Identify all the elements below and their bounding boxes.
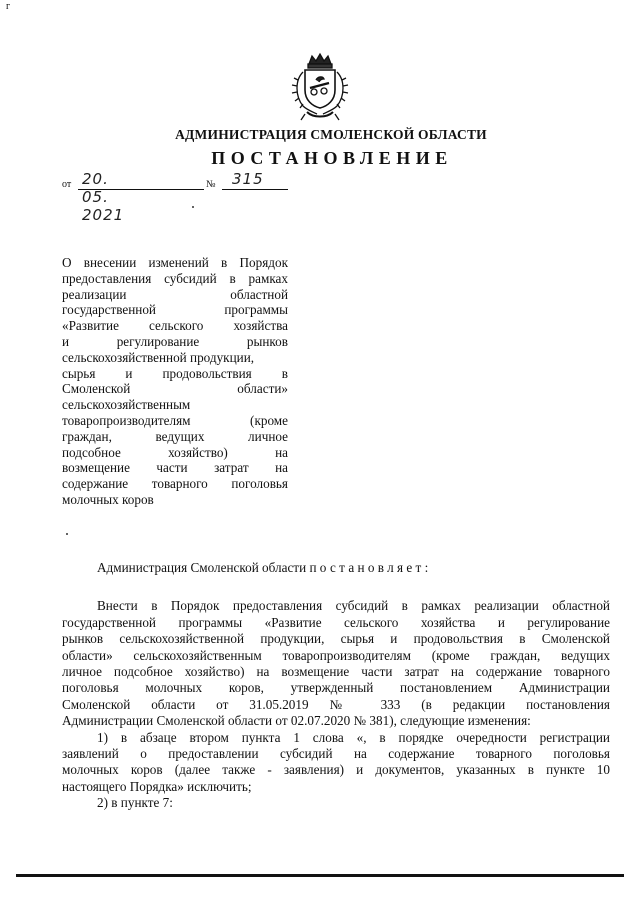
subject-line: подсобное хозяйство) на xyxy=(62,444,288,460)
subject-line: государственной программы xyxy=(62,302,288,318)
corner-mark: г xyxy=(6,1,11,12)
number-underline xyxy=(222,189,288,190)
body-line: личное подсобное хозяйство) на возмещение части затрат на содержание товарного xyxy=(62,663,610,679)
body-line: рынков сельскохозяйственной продукции, сырья и продовольствия в Смоленской xyxy=(62,631,610,647)
organization-title: АДМИНИСТРАЦИЯ СМОЛЕНСКОЙ ОБЛАСТИ xyxy=(175,127,487,142)
list-item-2 xyxy=(62,795,610,811)
bottom-rule xyxy=(16,874,624,877)
enacting-clause xyxy=(62,560,610,576)
document-body xyxy=(62,560,610,811)
number-label: № xyxy=(206,179,216,190)
document-subject xyxy=(62,255,288,508)
body-line: 2) в пункте 7: xyxy=(97,795,173,811)
subject-line: и регулирование рынков xyxy=(62,333,288,349)
scan-speck xyxy=(66,533,68,535)
subject-line: сырья и продовольствия в xyxy=(62,365,288,381)
handwritten-date: 20. 05. 2021 xyxy=(82,170,125,224)
subject-line: содержание товарного поголовья xyxy=(62,476,288,492)
subject-line: О внесении изменений в Порядок xyxy=(62,255,288,270)
body-line: Администрации Смоленской области от 02.07.2020 № 381), следующие изменения: xyxy=(62,713,531,729)
subject-line: граждан, ведущих личное xyxy=(62,428,288,444)
smolensk-coat-of-arms-icon xyxy=(283,50,357,124)
subject-line: возмещение части затрат на xyxy=(62,460,288,476)
body-line: настоящего Порядка» исключить; xyxy=(62,778,252,794)
subject-line: сельскохозяйственной продукции, xyxy=(62,349,255,365)
handwritten-number: 315 xyxy=(232,170,264,188)
subject-line: товаропроизводителям (кроме xyxy=(62,412,288,428)
document-type-title: ПОСТАНОВЛЕНИЕ xyxy=(211,148,453,168)
body-line: государственной программы «Развитие сельского хозяйства и регулирование xyxy=(62,614,610,630)
enacting-clause-subject: Администрация Смоленской области xyxy=(97,560,307,575)
body-line: заявлений о предоставлении субсидий на содержание товарного поголовья xyxy=(62,745,610,761)
subject-line: «Развитие сельского хозяйства xyxy=(62,318,288,334)
paragraph-amendment xyxy=(62,598,610,729)
date-label: от xyxy=(62,179,72,190)
subject-line: предоставления субсидий в рамках xyxy=(62,270,288,286)
body-line: Внести в Порядок предоставления субсидий в рамках реализации областной xyxy=(97,598,610,614)
body-line: поголовья молочных коров, утвержденный постановлением Администрации xyxy=(62,680,610,696)
subject-line: реализации областной xyxy=(62,286,288,302)
enacting-clause-verb: постановляет: xyxy=(309,560,432,575)
scan-speck xyxy=(192,206,194,208)
body-line: области» сельскохозяйственным товаропроизводителям (кроме граждан, ведущих xyxy=(62,647,610,663)
list-item-1 xyxy=(62,730,610,796)
body-line: Смоленской области от 31.05.2019 № 333 (в редакции постановления xyxy=(62,696,610,712)
subject-line: Смоленской области» xyxy=(62,381,288,397)
subject-line: молочных коров xyxy=(62,491,154,507)
subject-line: сельскохозяйственным xyxy=(62,397,191,413)
body-line: 1) в абзаце втором пункта 1 слова «, в порядке очередности регистрации xyxy=(97,729,610,745)
body-line: молочных коров (далее также - заявления) и документов, указанных в пункте 10 xyxy=(62,762,610,778)
